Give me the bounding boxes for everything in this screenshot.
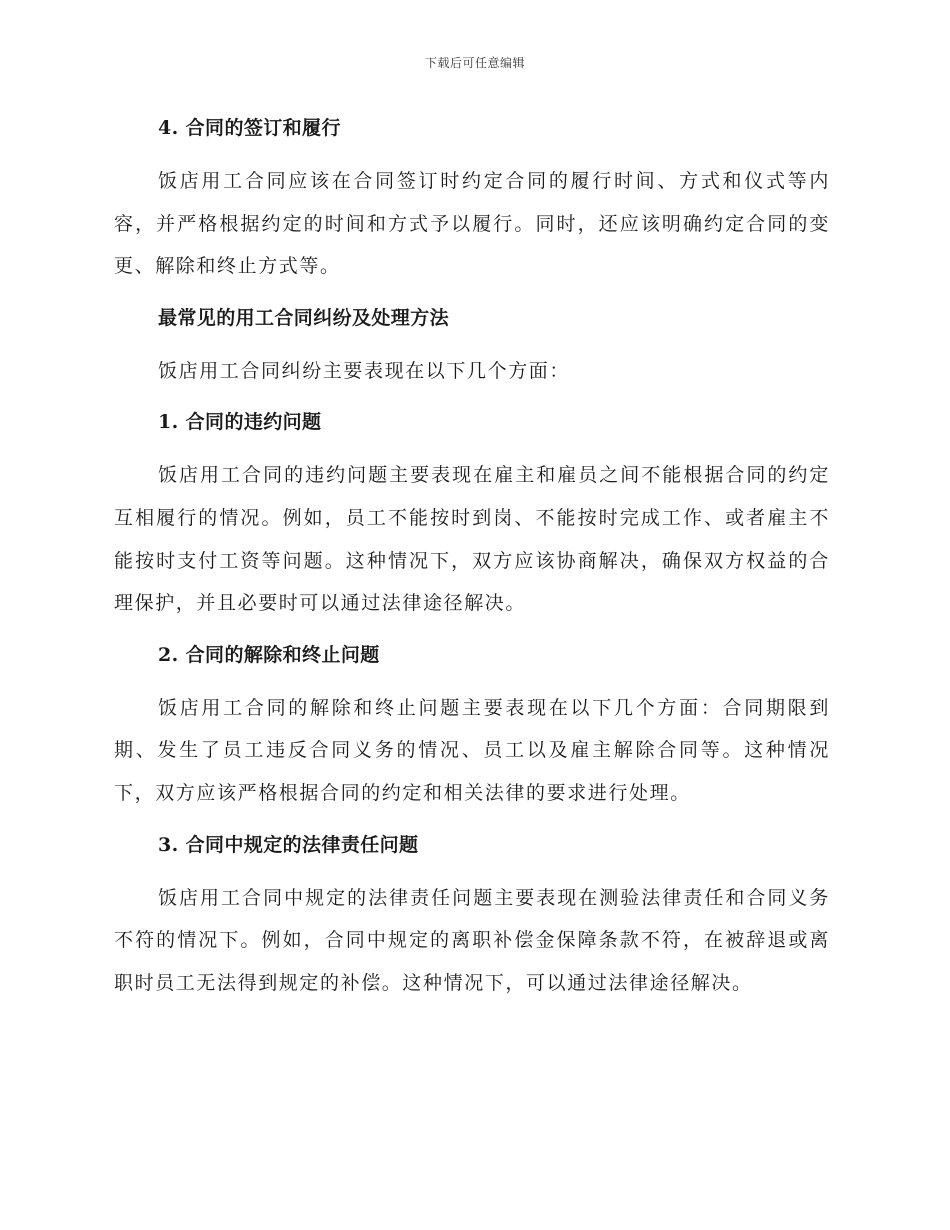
section-heading-disputes: 最常见的用工合同纠纷及处理方法 <box>158 306 450 329</box>
section-heading-termination: 2. 合同的解除和终止问题 <box>158 643 380 666</box>
section-heading-breach: 1. 合同的违约问题 <box>158 411 322 434</box>
paragraph-liability: 饭店用工合同中规定的法律责任问题主要表现在测验法律责任和合同义务不符的情况下。例如，合同中规定的离职补偿金保障条款不符，在被辞退或离职时员工无法得到规定的补偿。这种情况下，可以通过法律途径解决。 <box>114 886 830 994</box>
section-heading-liability: 3. 合同中规定的法律责任问题 <box>158 833 419 856</box>
paragraph-disputes-intro: 饭店用工合同纠纷主要表现在以下几个方面： <box>158 359 571 382</box>
page-header: 下载后可任意编辑 <box>424 56 525 70</box>
document-body <box>114 110 830 1016</box>
section-heading-signing: 4. 合同的签订和履行 <box>158 117 341 139</box>
paragraph-breach: 饭店用工合同的违约问题主要表现在雇主和雇员之间不能根据合同的约定互相履行的情况。例如，员工不能按时到岗、不能按时完成工作、或者雇主不能按时支付工资等问题。这种情况下，双方应该协商解决，确保双方权益的合理保护，并且必要时可以通过法律途径解决。 <box>114 464 830 615</box>
paragraph-signing: 饭店用工合同应该在合同签订时约定合同的履行时间、方式和仪式等内容，并严格根据约定的时间和方式予以履行。同时，还应该明确约定合同的变更、解除和终止方式等。 <box>114 170 830 278</box>
paragraph-termination: 饭店用工合同的解除和终止问题主要表现在以下几个方面：合同期限到期、发生了员工违反合同义务的情况、员工以及雇主解除合同等。这种情况下，双方应该严格根据合同的约定和相关法律的要求进行处理。 <box>114 696 830 804</box>
